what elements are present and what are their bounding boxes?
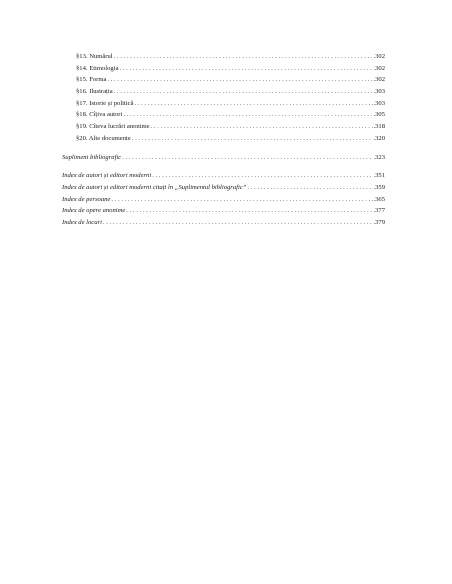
dot-leader	[113, 51, 374, 63]
toc-page-number: .318	[373, 123, 385, 131]
toc-page-number: .302	[373, 76, 385, 84]
toc-entry-alte-documente[interactable]	[62, 133, 385, 145]
dot-leader	[110, 194, 373, 206]
toc-page-number: .302	[373, 53, 385, 60]
toc-page-number: .377	[373, 207, 385, 215]
dot-leader	[246, 182, 373, 194]
dot-leader	[150, 121, 374, 133]
dot-leader	[131, 133, 374, 145]
toc-entry-label: Index de opere anonime	[62, 207, 126, 215]
toc-entry-label: §15. Forma	[76, 76, 107, 84]
dot-leader	[134, 98, 374, 110]
toc-entry-label: §19. Cîteva lucrări anonime	[76, 123, 150, 131]
toc-page-number: .323	[373, 153, 385, 161]
dot-leader	[151, 170, 373, 182]
toc-entry-index-persoane[interactable]	[62, 194, 385, 206]
toc-entry-citiva-autori[interactable]	[62, 109, 385, 121]
toc-entry-label: §16. Ilustrația	[76, 88, 113, 96]
dot-leader	[119, 63, 374, 75]
toc-entry-label: Index de persoane	[62, 195, 111, 203]
toc-entry-label: §14. Etimologia	[76, 64, 119, 72]
toc-entry-label: §18. Cîțiva autori	[76, 111, 123, 119]
section-gap	[62, 163, 385, 170]
toc-entry-istorie-politica[interactable]	[62, 98, 385, 110]
toc-entry-label: Index de autori și editori moderni citați în „Suplimentul bibliografic”	[62, 183, 247, 191]
toc-page-number: .320	[373, 134, 385, 142]
toc-page-number: .303	[373, 99, 385, 107]
toc-page-number: .302	[373, 64, 385, 72]
toc-entry-ilustratia[interactable]	[62, 86, 385, 98]
toc-entry-label: Index de locuri	[62, 218, 102, 226]
toc-entry-forma[interactable]	[62, 74, 385, 86]
toc-entry-index-opere-anonime[interactable]	[62, 205, 385, 217]
toc-page-number: .305	[373, 111, 385, 119]
dot-leader	[125, 205, 373, 217]
toc-entry-citeva-lucrari-anonime[interactable]	[62, 121, 385, 133]
toc-entry-index-locuri[interactable]	[62, 217, 385, 229]
toc-page-number: .359	[373, 183, 385, 191]
toc-entry-label: §20. Alte documente	[76, 134, 131, 142]
dot-leader	[106, 74, 373, 86]
toc-entry-label: Index de autori și editori moderni	[62, 172, 152, 180]
toc-entry-etimologia[interactable]	[62, 63, 385, 75]
toc-entry-label: §13. Numărul	[76, 53, 113, 60]
toc-entry-label: Supliment bibliografic	[62, 153, 122, 161]
toc-entry-numarul[interactable]	[62, 51, 385, 63]
dot-leader	[122, 109, 373, 121]
section-gap	[62, 145, 385, 152]
toc-page-number: .379	[373, 218, 385, 226]
table-of-contents	[62, 51, 385, 229]
dot-leader	[102, 217, 374, 229]
toc-page-number: .303	[373, 88, 385, 96]
toc-entry-index-autori-editori[interactable]	[62, 170, 385, 182]
toc-page-number: .351	[373, 172, 385, 180]
dot-leader	[113, 86, 374, 98]
toc-entry-index-autori-supliment[interactable]	[62, 182, 385, 194]
toc-page-number: .365	[373, 195, 385, 203]
dot-leader	[121, 152, 373, 164]
toc-entry-label: §17. Istorie și politică	[76, 99, 134, 107]
toc-entry-supliment-bibliografic[interactable]	[62, 152, 385, 164]
